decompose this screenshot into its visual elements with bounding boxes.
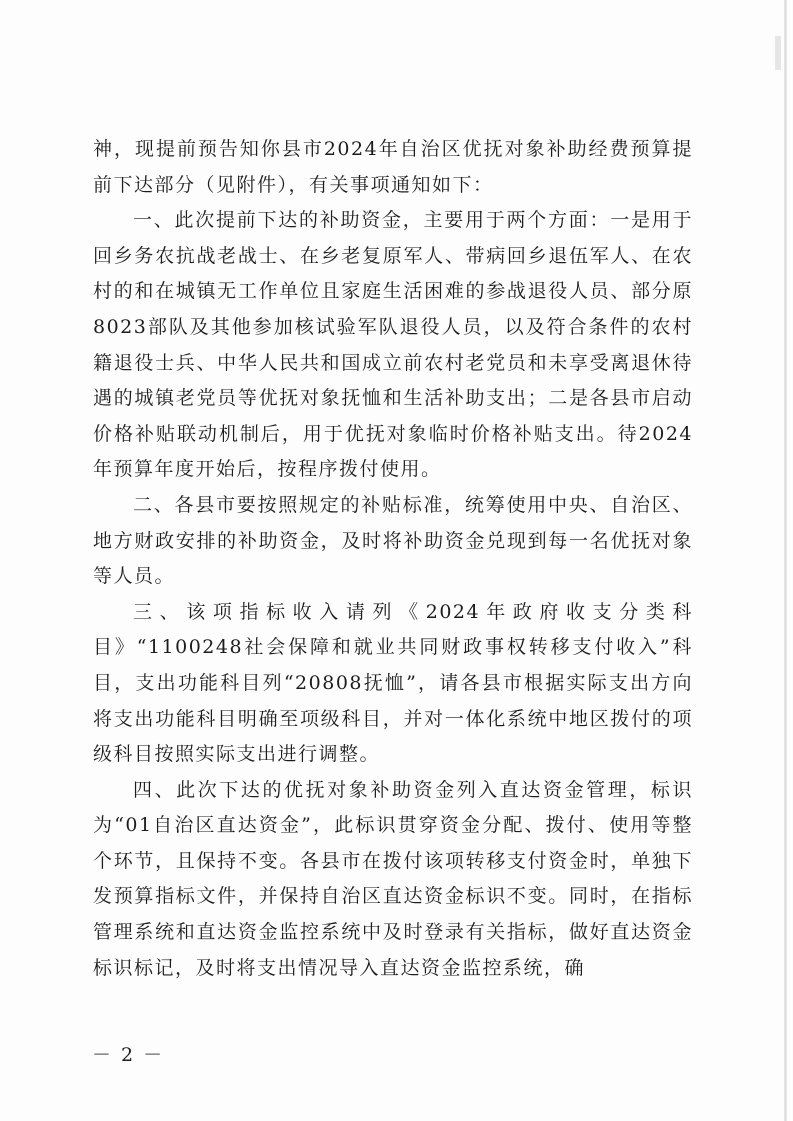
page-edge-shadow xyxy=(784,0,787,1121)
paragraph-item-4: 四、此次下达的优抚对象补助资金列入直达资金管理，标识为“01自治区直达资金”，此标识贯穿资金分配、拨付、使用等整个环节，且保持不变。各县市在拨付该项转移支付资金时，单独下发预算指标文件，并保持自治区直达资金标识不变。同时，在指标管理系统和直达资金监控系统中及时登录有关指标，做好直达资金标识标记，及时将支出情况导入直达资金监控系统，确 xyxy=(93,778,693,979)
paragraph-item-2: 二、各县市要按照规定的补贴标准，统筹使用中央、自治区、地方财政安排的补助资金，及时将补助资金兑现到每一名优抚对象等人员。 xyxy=(93,493,693,588)
page-edge-mark xyxy=(775,36,781,70)
paragraph-intro: 神，现提前预告知你县市2024年自治区优抚对象补助经费预算提前下达部分（见附件），有关事项通知如下： xyxy=(93,138,693,196)
paragraph-item-3: 三、该项指标收入请列《2024年政府收支分类科目》“1100248社会保障和就业共同财政事权转移支付收入”科目，支出功能科目列“20808抚恤”，请各县市根据实际支出方向将支出功能科目明确至项级科目，并对一体化系统中地区拨付的项级科目按照实际支出进行调整。 xyxy=(93,600,693,766)
paragraph-item-1: 一、此次提前下达的补助资金，主要用于两个方面：一是用于回乡务农抗战老战士、在乡老复原军人、带病回乡退伍军人、在农村的和在城镇无工作单位且家庭生活困难的参战退役人员、部分原8023部队及其他参加核试验军队退役人员，以及符合条件的农村籍退役士兵、中华人民共和国成立前农村老党员和未享受离退休待遇的城镇老党员等优抚对象抚恤和生活补助支出；二是各县市启动价格补贴联动机制后，用于优抚对象临时价格补贴支出。待2024年预算年度开始后，按程序拨付使用。 xyxy=(93,209,693,481)
document-body xyxy=(93,132,693,986)
page-number: － 2 － xyxy=(92,1044,165,1066)
